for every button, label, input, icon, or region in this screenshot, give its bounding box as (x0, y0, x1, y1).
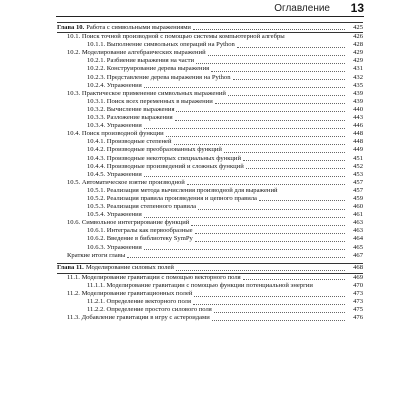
toc-entry-page-number: 460 (353, 203, 363, 211)
toc-entry-title: 11.1.1. Моделирование гравитации с помощью функции потенциальной энергии (87, 281, 313, 289)
toc-entry-page-number: 448 (353, 130, 363, 138)
page-number: 13 (350, 1, 364, 15)
toc-entry-title: 10.3.2. Вычисление выражения (87, 105, 175, 113)
chapter-page-number: 468 (353, 264, 363, 272)
dot-leader (175, 120, 345, 121)
toc-entry-title: 10.6.1. Интегралы как первообразные (87, 227, 193, 235)
toc-entry-page-number: 429 (353, 57, 363, 65)
toc-entry-page-number: 473 (353, 298, 363, 306)
toc-entry-page-number: 426 (353, 33, 363, 41)
dot-leader (214, 312, 345, 313)
toc-entry-page-number: 440 (353, 105, 363, 113)
toc-section-entry (57, 252, 363, 260)
running-head-title: Оглавление (274, 3, 330, 14)
dot-leader (193, 304, 345, 305)
dot-leader (211, 71, 345, 72)
toc-entry-title: 10.1.1. Выполнение символьных операций на Python (87, 41, 235, 49)
toc-section-entry (57, 33, 363, 41)
dot-leader (144, 128, 345, 129)
toc-entry-page-number: 432 (353, 73, 363, 81)
toc-entry-title: 10.4.3. Производные некоторых специальных функций (87, 154, 241, 162)
toc-entry-title: 10.2.3. Представление дерева выражения на Python (87, 73, 231, 81)
toc-entry-page-number: 463 (353, 227, 363, 235)
chapter-title: Работа с символьными выражениями (86, 23, 191, 31)
toc-subsection-entry (57, 171, 363, 179)
toc-entry-page-number: 463 (353, 219, 363, 227)
dot-leader (174, 144, 345, 145)
toc-section-entry (57, 290, 363, 298)
toc-entry-page-number: 431 (353, 65, 363, 73)
dot-leader (243, 160, 345, 161)
toc-section-entry (57, 49, 363, 57)
toc-entry-page-number: 435 (353, 81, 363, 89)
toc-entry-title: 10.2.1. Разбиение выражения на части (87, 57, 195, 65)
dot-leader (144, 249, 345, 250)
dot-leader (215, 103, 345, 104)
chapter-heading (57, 22, 363, 33)
dot-leader (176, 270, 345, 271)
page-header (56, 0, 364, 16)
dot-leader (243, 279, 345, 280)
toc-entry-page-number: 446 (353, 122, 363, 130)
toc-entry-page-number: 429 (353, 49, 363, 57)
toc-entry-page-number: 459 (353, 194, 363, 202)
dot-leader (193, 29, 345, 30)
toc-entry-title: 10.4.4. Производные произведений и сложных функций (87, 162, 244, 170)
toc-subsection-entry (57, 211, 363, 219)
dot-leader (198, 209, 345, 210)
toc-entry-title: 10.2. Моделирование алгебраических выражений (67, 49, 206, 57)
dot-leader (224, 152, 345, 153)
toc-entry-page-number: 467 (353, 251, 363, 259)
toc-entry-title: Краткие итоги главы (67, 251, 126, 259)
dot-leader (191, 225, 345, 226)
toc-subsection-entry (57, 114, 363, 122)
toc-entry-title: 10.6. Символьное интегрирование функций (67, 219, 190, 227)
chapter-page-number: 425 (353, 23, 363, 31)
dot-leader (194, 296, 345, 297)
toc-subsection-entry (57, 306, 363, 314)
toc-subsection-entry (57, 227, 363, 235)
toc-section-entry (57, 130, 363, 138)
toc-entry-title: 10.4. Поиск производной функции (67, 130, 164, 138)
chapter-entry (57, 264, 363, 272)
dot-leader (187, 184, 345, 185)
toc-subsection-entry (57, 57, 363, 65)
toc-entry-title: 10.5.2. Реализация правила произведения и цепного правила (87, 194, 257, 202)
toc-subsection-entry (57, 41, 363, 49)
dot-leader (144, 176, 345, 177)
toc-entry-page-number: 439 (353, 89, 363, 97)
chapter-heading (57, 263, 363, 274)
dot-leader (233, 79, 345, 80)
toc-subsection-entry (57, 65, 363, 73)
toc-entry-title: 10.5.4. Упражнения (87, 211, 142, 219)
dot-leader (246, 168, 345, 169)
dot-leader (196, 63, 345, 64)
toc-entry-page-number: 439 (353, 97, 363, 105)
toc-entry-page-number: 470 (353, 281, 363, 289)
dot-leader (127, 257, 345, 258)
dot-leader (212, 320, 345, 321)
toc-section-entry (57, 274, 363, 282)
toc-entry-title: 10.4.1. Производные степеней (87, 138, 172, 146)
toc-entry-title: 10.3.3. Разложение выражения (87, 114, 173, 122)
toc-entry-title: 10.3.4. Упражнения (87, 122, 142, 130)
chapter-entry (57, 24, 363, 32)
toc-subsection-entry (57, 146, 363, 154)
toc-entry-title: 10.3.1. Поиск всех переменных в выражении (87, 97, 213, 105)
dot-leader (208, 55, 345, 56)
toc-subsection-entry (57, 82, 363, 90)
toc-entry-page-number: 449 (353, 146, 363, 154)
toc-subsection-entry (57, 163, 363, 171)
dot-leader (228, 95, 345, 96)
chapter-title: Моделирование силовых полей (85, 264, 174, 272)
toc-entry-page-number: 457 (353, 186, 363, 194)
toc-entry-page-number: 464 (353, 235, 363, 243)
dot-leader (195, 233, 345, 234)
toc-subsection-entry (57, 235, 363, 243)
table-of-contents (57, 22, 363, 322)
header-rule (56, 16, 364, 17)
toc-entry-title: 10.4.2. Производные преобразованных функций (87, 146, 222, 154)
toc-section-entry (57, 219, 363, 227)
toc-entry-page-number: 451 (353, 154, 363, 162)
toc-entry-page-number: 473 (353, 290, 363, 297)
toc-subsection-entry (57, 155, 363, 163)
toc-entry-title: 10.2.2. Конструирование дерева выражения (87, 65, 210, 73)
toc-subsection-entry (57, 195, 363, 203)
toc-entry-title: 10.3. Практическое применение символьных выражений (67, 89, 226, 97)
toc-subsection-entry (57, 106, 363, 114)
toc-section-entry (57, 90, 363, 98)
toc-entry-page-number: 475 (353, 306, 363, 314)
toc-entry-title: 10.6.3. Упражнения (87, 243, 142, 251)
toc-subsection-entry (57, 244, 363, 252)
chapter-number: Глава 11. (57, 264, 84, 272)
toc-subsection-entry (57, 74, 363, 82)
toc-section-entry (57, 314, 363, 322)
chapter-title-line (57, 24, 191, 32)
toc-entry-page-number: 453 (353, 170, 363, 178)
dot-leader (176, 111, 345, 112)
toc-entry-title: 10.6.2. Введение в библиотеку SymPy (87, 235, 193, 243)
toc-subsection-entry (57, 138, 363, 146)
toc-entry-title: 11.2.1. Определение векторного поля (87, 298, 191, 306)
toc-entry-title: 11.2.2. Определение простого силового поля (87, 306, 212, 314)
toc-entry-page-number: 469 (353, 273, 363, 281)
toc-entry-page-number: 443 (353, 114, 363, 122)
dot-leader (166, 136, 345, 137)
toc-entry-title: 10.4.5. Упражнения (87, 170, 142, 178)
toc-entry-title: 11.3. Добавление гравитации в игру с астероидами (67, 314, 210, 322)
chapter-title-line (57, 264, 174, 272)
toc-entry-page-number: 465 (353, 243, 363, 251)
toc-subsection-entry (57, 203, 363, 211)
toc-section-entry (57, 179, 363, 187)
toc-entry-page-number: 457 (353, 178, 363, 186)
toc-entry-title: 10.5.1. Реализация метода вычисления производной для выражений (87, 186, 278, 194)
dot-leader (195, 241, 345, 242)
toc-entry-page-number: 428 (353, 41, 363, 49)
toc-entry-page-number: 452 (353, 162, 363, 170)
toc-entry-title: 10.5.3. Реализация степенного правила (87, 203, 197, 211)
toc-subsection-entry (57, 122, 363, 130)
chapter-number: Глава 10. (57, 23, 85, 31)
dot-leader (144, 217, 345, 218)
dot-leader (259, 200, 345, 201)
toc-entry-page-number: 461 (353, 211, 363, 219)
toc-entry-title: 10.1. Поиск точной производной с помощью системы компьютерной алгебры (67, 33, 285, 41)
toc-subsection-entry (57, 187, 363, 195)
toc-entry-page-number: 476 (353, 314, 363, 322)
toc-subsection-entry (57, 282, 363, 290)
toc-subsection-entry (57, 298, 363, 306)
dot-leader (144, 87, 345, 88)
toc-entry-title: 11.1. Моделирование гравитации с помощью векторного поля (67, 273, 241, 281)
toc-entry-title: 10.5. Автоматическое взятие производной (67, 178, 185, 186)
toc-entry-page-number: 448 (353, 138, 363, 146)
toc-entry-title: 10.2.4. Упражнения (87, 81, 142, 89)
toc-subsection-entry (57, 98, 363, 106)
dot-leader (237, 47, 345, 48)
toc-entry-title: 11.2. Моделирование гравитационных полей (67, 290, 193, 297)
